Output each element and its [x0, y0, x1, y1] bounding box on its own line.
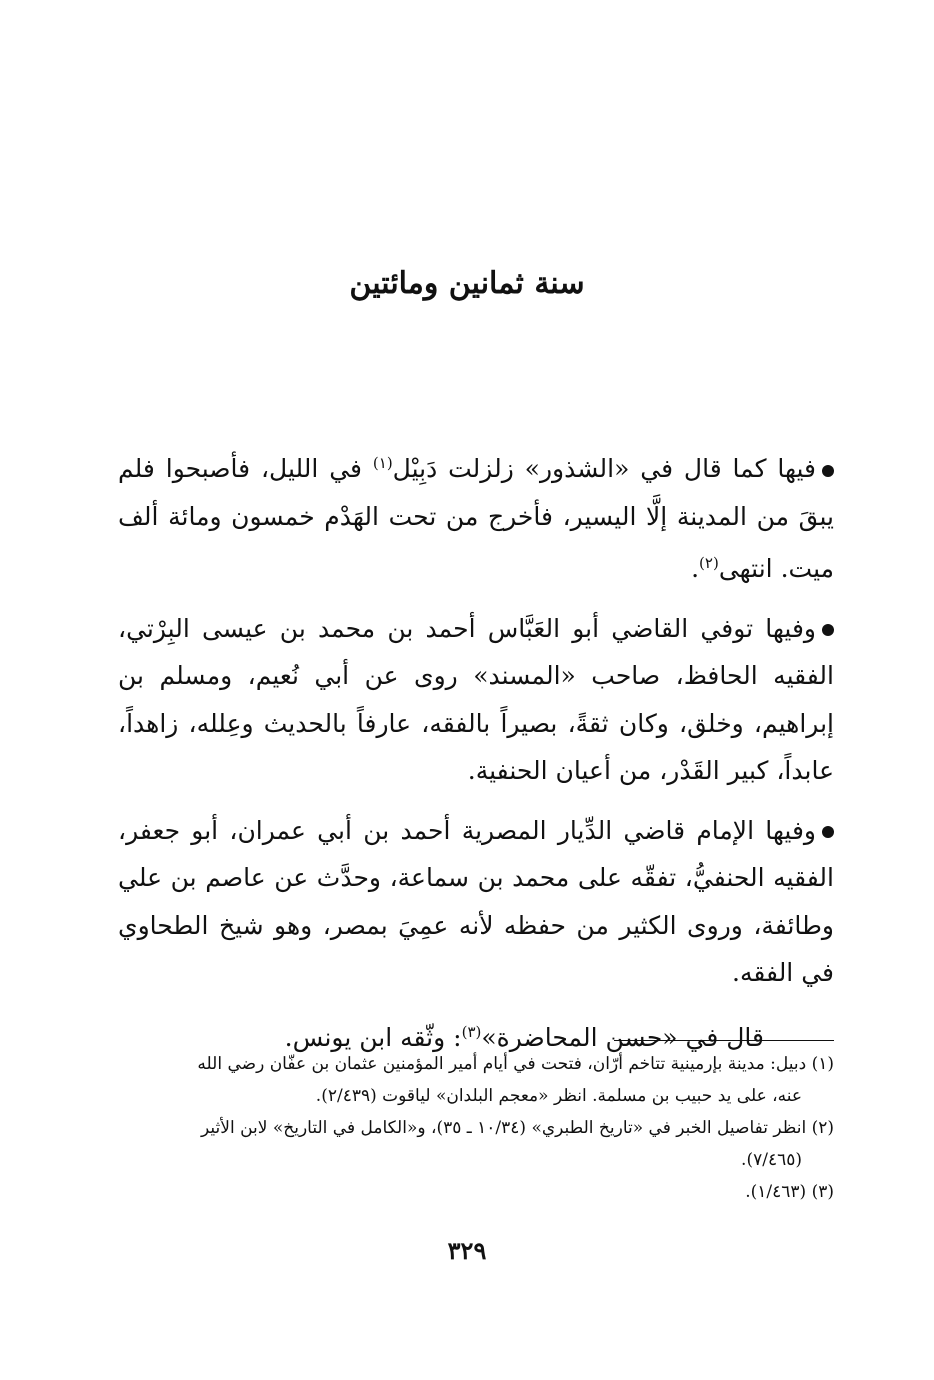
- footnotes: [118, 1048, 834, 1208]
- bullet-icon: [822, 826, 834, 838]
- paragraph-1-text-b: في الليل، فأصبحوا فلم يبقَ من المدينة إلَّا اليسير، فأخرج من تحت الهَدْم خمسون ومائة ألف ميت. انتهى: [118, 454, 834, 583]
- bullet-icon: [822, 465, 834, 477]
- paragraph-2: [118, 605, 834, 795]
- paragraph-3: [118, 807, 834, 997]
- page-title: سنة ثمانين ومائتين: [349, 266, 585, 301]
- footnote-3: [118, 1176, 834, 1208]
- footnote-divider: [614, 1040, 834, 1041]
- footnote-1-continued: [118, 1080, 834, 1112]
- footnote-1: [118, 1048, 834, 1080]
- paragraph-1-text-a: فيها كما قال في «الشذور» زلزلت دَبِيْل: [392, 454, 816, 483]
- footnote-1-line-1: (١) دبيل: مدينة بإرمينية تتاخم أرّان، فتحت في أيام أمير المؤمنين عثمان بن عفّان رضي الله: [197, 1054, 834, 1074]
- paragraph-3-text: وفيها الإمام قاضي الدِّيار المصرية أحمد بن أبي عمران، أبو جعفر، الفقيه الحنفيُّ، تفقّه على محمد بن سماعة، وحدَّث عن عاصم بن علي وطائفة، وروى الكثير من حفظه لأنه عمِيَ بمصر، وهو شيخ الطحاوي في الفقه.: [118, 815, 834, 987]
- paragraph-2-text: وفيها توفي القاضي أبو العَبَّاس أحمد بن محمد بن عيسى البِرْتي، الفقيه الحافظ، صاحب «المسند» روى عن أبي نُعيم، ومسلم بن إبراهيم، وخلق، وكان ثقةً، بصيراً بالفقه، عارفاً بالحديث وعِلله، زاهداً، عابداً، كبير القَدْر، من أعيان الحنفية.: [118, 613, 834, 785]
- footnote-2-line-2: (٧/٤٦٥).: [741, 1150, 802, 1170]
- main-text: [118, 440, 834, 1061]
- footnote-ref-2: (٢): [699, 554, 719, 572]
- footnote-1-line-2: عنه، على يد حبيب بن مسلمة. انظر «معجم البلدان» لياقوت (٢/٤٣٩).: [315, 1086, 802, 1106]
- paragraph-1-text-c: .: [691, 554, 700, 583]
- page-number: ٣٢٩: [447, 1236, 487, 1265]
- bullet-icon: [822, 624, 834, 636]
- footnote-2-continued: [118, 1144, 834, 1176]
- footnote-ref-1: (١): [372, 454, 393, 472]
- quote-text-b: : وثّقه ابن يونس.: [284, 1022, 462, 1052]
- footnote-2: [118, 1112, 834, 1144]
- footnote-2-line-1: (٢) انظر تفاصيل الخبر في «تاريخ الطبري» (١٠/٣٤ ـ ٣٥)، و«الكامل في التاريخ» لابن الأثير: [201, 1118, 834, 1138]
- quote-text-a: قال في «حسن المحاضرة»: [481, 1022, 764, 1052]
- paragraph-1: [118, 440, 834, 593]
- footnote-3-line-1: (٣) (١/٤٦٣).: [745, 1182, 834, 1202]
- footnote-ref-3: (٣): [461, 1022, 482, 1041]
